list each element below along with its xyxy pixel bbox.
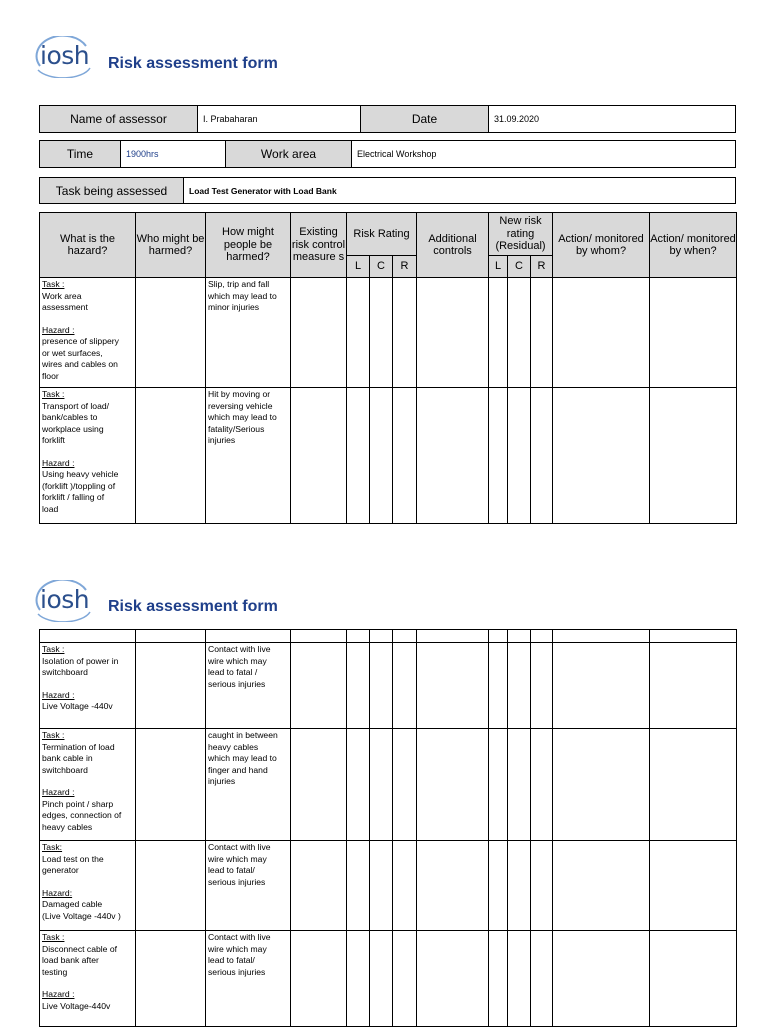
empty-cell [489,931,508,1027]
empty-cell [417,388,489,524]
task-label: Task : [42,644,65,654]
harm-line: lead to fatal / [208,667,258,677]
page-title: Risk assessment form [108,55,278,72]
col-r: R [393,256,417,278]
empty-cell [531,388,553,524]
empty-cell [489,729,508,841]
col-who: Who might be harmed? [136,213,206,278]
time-label: Time [40,141,121,168]
empty-cell [553,931,650,1027]
empty-cell [508,278,531,388]
harm-cell [206,643,291,729]
hazard-label: Hazard : [42,689,75,700]
col-new-l: L [489,256,508,278]
hazard-line: Pinch point / sharp [42,798,114,809]
empty-cell [393,643,417,729]
col-action-when: Action/ monitored by when? [650,213,737,278]
empty-cell [531,729,553,841]
empty-cell [347,388,370,524]
harm-line: which may lead to [208,753,277,763]
task-line: Disconnect cable of [42,943,117,954]
who-cell [136,841,206,931]
empty-cell [650,841,737,931]
empty-cell [347,729,370,841]
empty-cell [531,278,553,388]
harm-line: injuries [208,435,236,445]
task-label: Task being assessed [40,178,184,204]
col-action-whom: Action/ monitored by whom? [553,213,650,278]
empty-cell [417,643,489,729]
harm-line: heavy cables [208,741,259,752]
empty-cell [393,931,417,1027]
hazard-line: or wet surfaces, [42,347,103,358]
harm-line: Contact with live [208,842,271,852]
assessor-value: I. Prabaharan [198,106,361,133]
harm-line: minor injuries [208,302,260,312]
task-line: switchboard [42,764,88,775]
empty-cell [370,278,393,388]
col-hazard: What is the hazard? [40,213,136,278]
date-label: Date [361,106,489,133]
empty-cell [489,841,508,931]
empty-cell [291,729,347,841]
col-additional: Additional controls [417,213,489,278]
col-existing: Existing risk control measure s [291,213,347,278]
who-cell [136,729,206,841]
hazard-cell [40,931,136,1027]
hazard-label: Hazard : [42,787,75,797]
hazard-line: Damaged cable [42,899,103,909]
harm-line: wire which may [208,853,267,864]
col-c: C [370,256,393,278]
task-line: Termination of load [42,741,115,752]
who-cell [136,388,206,524]
empty-cell [508,643,531,729]
hazard-label: Hazard : [42,324,75,335]
table-row [40,388,737,524]
hazard-line: floor [42,370,59,381]
task-label: Task: [42,842,63,852]
empty-cell [650,643,737,729]
task-line: workplace using [42,423,104,434]
harm-line: serious injuries [208,876,266,887]
hazard-line: load [42,503,59,514]
hazard-cell [40,729,136,841]
empty-cell [370,841,393,931]
col-l: L [347,256,370,278]
harm-cell [206,931,291,1027]
empty-cell [291,278,347,388]
empty-cell [417,278,489,388]
empty-cell [531,643,553,729]
task-line: forklift [42,435,65,445]
empty-cell [291,841,347,931]
hazard-line: presence of slippery [42,336,119,346]
table-row [40,729,737,841]
empty-cell [393,841,417,931]
date-value: 31.09.2020 [489,106,736,133]
harm-line: serious injuries [208,678,266,689]
hazard-line: wires and cables on [42,359,118,369]
hazard-label: Hazard : [42,457,75,468]
empty-cell [508,729,531,841]
hazard-label: Hazard : [42,989,75,999]
table-continuation-row [40,630,737,643]
col-new-rating: New risk rating (Residual) [489,213,553,256]
hazard-line: Using heavy vehicle [42,469,119,479]
task-line: testing [42,966,68,977]
empty-cell [531,931,553,1027]
harm-line: which may lead to [208,412,277,422]
empty-cell [553,841,650,931]
task-row [39,177,736,204]
risk-table-page1 [39,212,737,524]
iosh-logo [34,36,92,78]
task-line: bank/cables to [42,412,98,422]
who-cell [136,931,206,1027]
empty-cell [393,388,417,524]
empty-cell [291,931,347,1027]
empty-cell [650,388,737,524]
iosh-logo-page2 [34,580,92,622]
harm-line: injuries [208,776,236,786]
task-label: Task : [42,389,65,399]
empty-cell [553,388,650,524]
hazard-line: (Live Voltage -440v ) [42,910,121,921]
harm-line: which may lead to [208,290,277,301]
task-line: load bank after [42,955,99,965]
logo-text: iosh [40,41,90,70]
empty-cell [370,931,393,1027]
harm-line: Contact with live [208,644,271,654]
empty-cell [489,278,508,388]
empty-cell [347,278,370,388]
harm-cell [206,388,291,524]
empty-cell [531,841,553,931]
empty-cell [393,729,417,841]
harm-line: wire which may [208,943,267,954]
col-new-r: R [531,256,553,278]
task-line: Transport of load/ [42,400,110,411]
empty-cell [291,388,347,524]
col-risk-rating: Risk Rating [347,213,417,256]
empty-cell [291,643,347,729]
harm-line: reversing vehicle [208,400,273,411]
time-value: 1900hrs [121,141,226,168]
hazard-cell [40,388,136,524]
hazard-line: forklift / falling of [42,492,105,502]
empty-cell [347,841,370,931]
empty-cell [508,931,531,1027]
harm-line: fatality/Serious [208,423,265,434]
empty-cell [489,388,508,524]
harm-line: wire which may [208,655,267,666]
risk-table-page2 [39,629,737,1027]
harm-line: Contact with live [208,932,271,942]
page-title-2: Risk assessment form [108,598,278,615]
empty-cell [650,729,737,841]
empty-cell [553,278,650,388]
hazard-line: edges, connection of [42,810,122,820]
who-cell [136,278,206,388]
empty-cell [417,931,489,1027]
table-row [40,278,737,388]
work-area-value: Electrical Workshop [352,141,736,168]
hazard-cell [40,841,136,931]
time-row [39,140,736,168]
who-cell [136,643,206,729]
task-line: switchboard [42,667,88,677]
empty-cell [489,643,508,729]
task-label: Task : [42,279,65,289]
harm-line: lead to fatal/ [208,865,255,875]
harm-line: Slip, trip and fall [208,279,270,289]
empty-cell [347,643,370,729]
empty-cell [650,278,737,388]
empty-cell [370,643,393,729]
hazard-line: Live Voltage -440v [42,701,113,711]
task-label: Task : [42,730,65,740]
harm-line: lead to fatal/ [208,955,255,965]
hazard-cell [40,278,136,388]
hazard-label: Hazard: [42,887,73,898]
table-row [40,841,737,931]
harm-line: caught in between [208,730,278,740]
empty-cell [650,931,737,1027]
col-how: How might people be harmed? [206,213,291,278]
hazard-line: heavy cables [42,821,93,832]
hazard-line: (forklift )/toppling of [42,480,116,491]
empty-cell [417,729,489,841]
task-label: Task : [42,932,65,942]
task-value: Load Test Generator with Load Bank [184,178,736,204]
assessor-row [39,105,736,133]
table-row [40,931,737,1027]
empty-cell [508,388,531,524]
task-line: generator [42,865,79,875]
harm-cell [206,278,291,388]
empty-cell [370,729,393,841]
task-line: Load test on the [42,853,104,864]
task-line: Work area [42,290,82,301]
empty-cell [347,931,370,1027]
work-area-label: Work area [226,141,352,168]
hazard-line: Live Voltage-440v [42,1000,111,1011]
task-line: Isolation of power in [42,655,119,666]
empty-cell [553,643,650,729]
harm-cell [206,729,291,841]
harm-line: serious injuries [208,966,266,977]
hazard-cell [40,643,136,729]
harm-line: finger and hand [208,764,268,775]
table-row [40,643,737,729]
harm-cell [206,841,291,931]
task-line: bank cable in [42,753,93,763]
harm-line: Hit by moving or [208,389,271,399]
logo-text: iosh [40,585,90,614]
empty-cell [393,278,417,388]
task-line: assessment [42,302,88,312]
empty-cell [370,388,393,524]
empty-cell [553,729,650,841]
empty-cell [417,841,489,931]
empty-cell [508,841,531,931]
assessor-label: Name of assessor [40,106,198,133]
col-new-c: C [508,256,531,278]
